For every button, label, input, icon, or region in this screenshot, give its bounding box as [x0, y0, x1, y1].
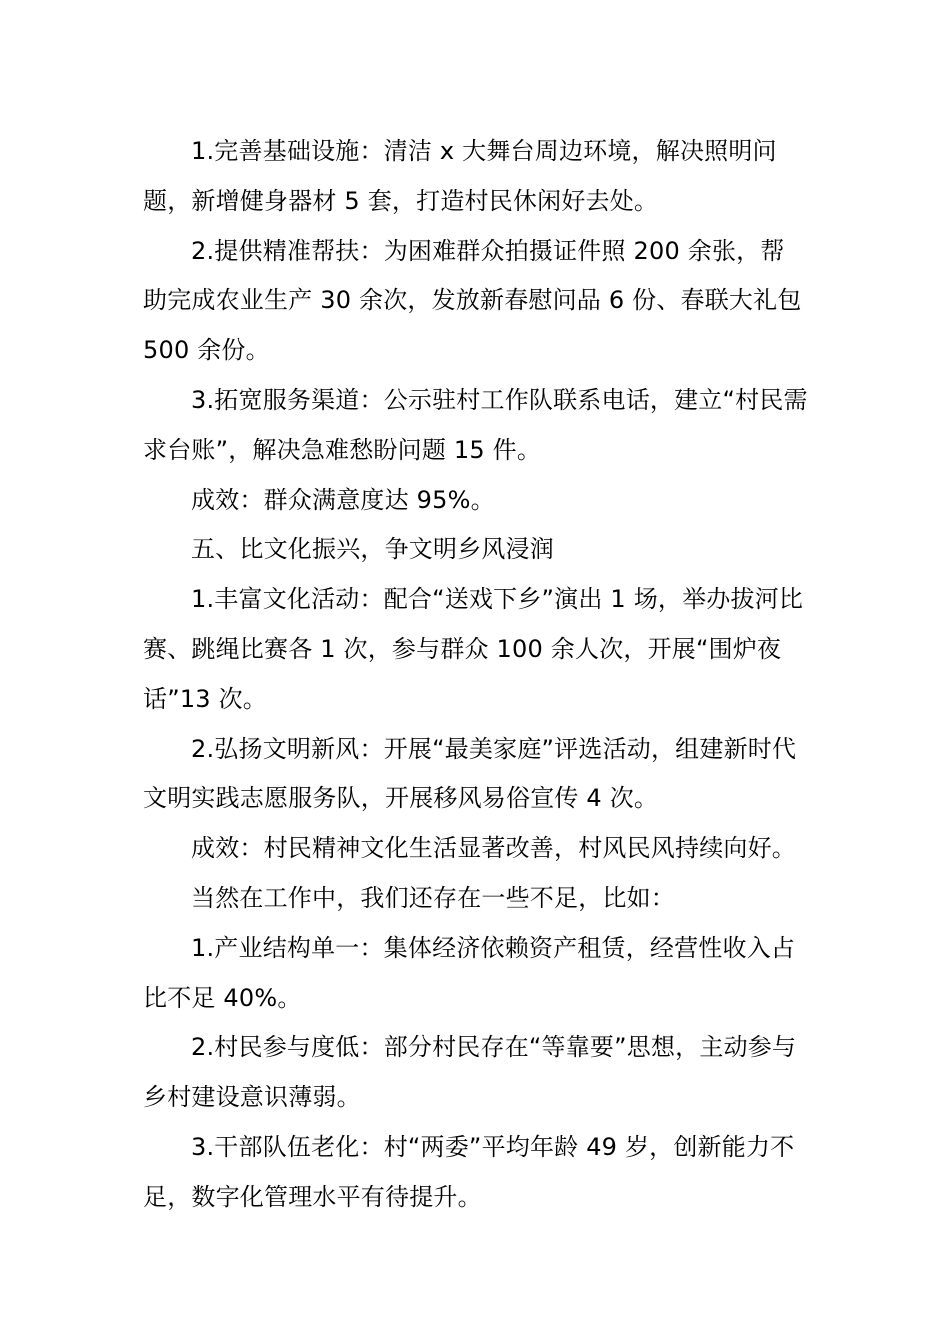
paragraph-shortcomings-intro: 当然在工作中，我们还存在一些不足，比如： [191, 883, 675, 912]
paragraph-civilized-customs: 2.弘扬文明新风：开展“最美家庭”评选活动，组建新时代文明实践志愿服务队，开展移风易俗宣传 4 次。 [143, 734, 797, 813]
paragraph-cadre-aging: 3.干部队伍老化：村“两委”平均年龄 49 岁，创新能力不足，数字化管理水平有待提升。 [143, 1132, 795, 1211]
paragraph-culture-result: 成效：村民精神文化生活显著改善，村风民风持续向好。 [191, 834, 796, 863]
paragraph-service-channels: 3.拓宽服务渠道：公示驻村工作队联系电话，建立“村民需求台账”，解决急难愁盼问题 15 件。 [143, 385, 808, 464]
paragraph-villager-participation: 2.村民参与度低：部分村民存在“等靠要”思想，主动参与乡村建设意识薄弱。 [143, 1033, 797, 1112]
section-heading-culture: 五、比文化振兴，争文明乡风浸润 [191, 535, 554, 564]
paragraph-cultural-activities: 1.丰富文化活动：配合“送戏下乡”演出 1 场，举办拔河比赛、跳绳比赛各 1 次，参与群众 100 余人次，开展“围炉夜话”13 次。 [143, 585, 804, 713]
paragraph-industry-structure: 1.产业结构单一：集体经济依赖资产租赁，经营性收入占比不足 40%。 [143, 933, 796, 1012]
paragraph-satisfaction-result: 成效：群众满意度达 95%。 [191, 485, 495, 514]
paragraph-targeted-assistance: 2.提供精准帮扶：为困难群众拍摄证件照 200 余张，帮助完成农业生产 30 余次，发放新春慰问品 6 份、春联大礼包 500 余份。 [143, 236, 802, 365]
document-body [143, 127, 808, 1223]
paragraph-infrastructure: 1.完善基础设施：清洁 x 大舞台周边环境，解决照明问题，新增健身器材 5 套，打造村民休闲好去处。 [143, 137, 777, 215]
